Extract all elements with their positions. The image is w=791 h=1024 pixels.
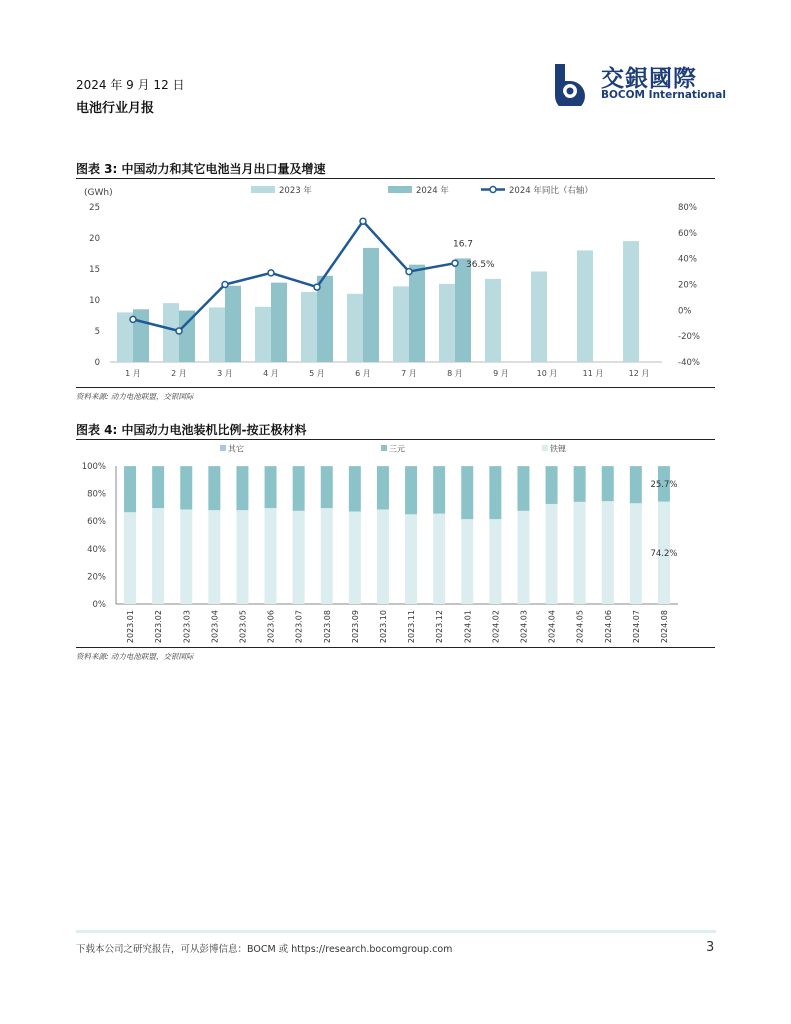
- bar-segment-ncm: [517, 466, 529, 511]
- x-tick-label: 10 月: [536, 369, 558, 378]
- y-unit-label: (GWh): [84, 188, 113, 198]
- x-tick-label: 2023.10: [378, 610, 388, 644]
- bar-segment-ncm: [405, 466, 417, 514]
- legend-label-other: 其它: [228, 444, 244, 454]
- x-tick-label: 3 月: [217, 369, 233, 378]
- data-label-yoy-aug: 36.5%: [466, 260, 495, 271]
- bar-segment-ncm: [208, 466, 220, 510]
- bar-segment-ncm: [180, 466, 192, 509]
- figure3-title: 图表 3: 中国动力和其它电池当月出口量及增速: [76, 162, 326, 176]
- x-tick-label: 2024.06: [603, 610, 613, 644]
- yoy-point: [176, 328, 182, 334]
- y-right-tick-label: 40%: [678, 254, 697, 265]
- export-volume-chart: [76, 180, 716, 385]
- legend-swatch-2023: [251, 186, 275, 193]
- legend-swatch-other: [220, 445, 226, 451]
- bar-segment-lfp: [489, 519, 501, 604]
- bar-2024: [225, 286, 241, 362]
- bar-segment-lfp: [321, 508, 333, 604]
- bar-segment-ncm: [574, 466, 586, 502]
- bar-segment-lfp: [265, 508, 277, 604]
- y-tick-label: 40%: [87, 544, 106, 555]
- x-tick-label: 2024.03: [519, 610, 529, 644]
- y-right-tick-label: 0%: [678, 306, 692, 317]
- x-tick-label: 11 月: [582, 369, 604, 378]
- y-tick-label: 0%: [92, 600, 106, 610]
- footer-disclaimer: 下载本公司之研究报告，可从彭博信息：BOCM 或 https://research.bocomgroup.com: [76, 944, 453, 955]
- bar-segment-ncm: [630, 466, 642, 503]
- yoy-point: [222, 282, 228, 288]
- bar-segment-lfp: [377, 509, 389, 604]
- figure4-top-rule: [76, 439, 715, 440]
- y-left-tick-label: 5: [94, 327, 100, 337]
- bar-segment-ncm: [152, 466, 164, 508]
- yoy-point: [268, 270, 274, 276]
- bar-2023: [623, 241, 639, 362]
- x-tick-label: 2024.08: [659, 610, 669, 644]
- bar-segment-ncm: [321, 466, 333, 508]
- bar-segment-lfp: [630, 503, 642, 604]
- bar-segment-lfp: [461, 519, 473, 604]
- bar-segment-lfp: [236, 510, 248, 604]
- bar-2023: [301, 292, 317, 362]
- yoy-point: [130, 316, 136, 322]
- bar-segment-ncm: [124, 466, 136, 512]
- bar-segment-lfp: [546, 504, 558, 604]
- cathode-share-chart: [76, 441, 716, 646]
- bar-segment-lfp: [433, 514, 445, 604]
- y-right-tick-label: 60%: [678, 228, 697, 239]
- figure4-title: 图表 4: 中国动力电池装机比例-按正极材料: [76, 423, 307, 437]
- y-left-tick-label: 25: [89, 203, 100, 213]
- x-tick-label: 2023.04: [210, 610, 220, 644]
- bar-segment-ncm: [349, 466, 361, 511]
- bar-segment-lfp: [349, 512, 361, 604]
- y-tick-label: 80%: [87, 489, 106, 500]
- logo-chinese-name: 交銀國際: [601, 66, 697, 92]
- x-tick-label: 2024.05: [575, 610, 585, 644]
- y-right-tick-label: 80%: [678, 203, 697, 213]
- bar-segment-lfp: [405, 514, 417, 604]
- bar-segment-ncm: [265, 466, 277, 508]
- x-tick-label: 2023.06: [266, 610, 276, 644]
- x-tick-label: 5 月: [309, 369, 325, 378]
- x-tick-label: 8 月: [447, 369, 463, 378]
- bar-2024: [363, 248, 379, 362]
- figure3-source: 资料来源: 动力电池联盟，交银国际: [76, 392, 194, 401]
- bar-2023: [577, 250, 593, 362]
- x-tick-label: 2023.03: [182, 610, 192, 644]
- x-tick-label: 12 月: [628, 369, 650, 378]
- legend-label-2024: 2024 年: [416, 186, 449, 196]
- figure3-top-rule: [76, 178, 715, 179]
- bar-segment-ncm: [433, 466, 445, 513]
- y-left-tick-label: 20: [89, 234, 100, 244]
- x-tick-label: 2023.02: [154, 610, 164, 644]
- y-right-tick-label: -40%: [678, 358, 700, 368]
- yoy-point: [314, 284, 320, 290]
- legend-marker-yoy: [490, 187, 496, 193]
- legend-swatch-2024: [388, 186, 412, 193]
- yoy-point: [452, 260, 458, 266]
- x-tick-label: 6 月: [355, 369, 371, 378]
- figure4-bottom-rule: [76, 647, 715, 648]
- bar-segment-ncm: [546, 466, 558, 504]
- bar-segment-ncm: [489, 466, 501, 519]
- x-tick-label: 2024.07: [631, 610, 641, 644]
- yoy-point: [360, 218, 366, 224]
- bar-segment-lfp: [517, 511, 529, 604]
- bar-2024: [409, 265, 425, 362]
- page-number: 3: [706, 940, 715, 955]
- x-tick-label: 2024.01: [463, 610, 473, 644]
- bar-segment-lfp: [180, 509, 192, 604]
- legend-swatch-ncm: [381, 445, 387, 451]
- legend-label-2023: 2023 年: [279, 186, 312, 196]
- legend-label-yoy: 2024 年同比（右轴）: [509, 186, 593, 196]
- data-label-2024-aug: 16.7: [452, 239, 474, 250]
- bar-segment-ncm: [236, 466, 248, 510]
- x-tick-label: 4 月: [263, 369, 279, 378]
- bar-segment-lfp: [208, 510, 220, 604]
- bar-2024: [271, 283, 287, 362]
- y-left-tick-label: 0: [94, 358, 100, 368]
- bar-segment-ncm: [461, 466, 473, 519]
- logo-english-name: BOCOM International: [601, 89, 726, 101]
- bar-segment-lfp: [293, 511, 305, 604]
- x-tick-label: 2023.01: [126, 610, 136, 644]
- legend-swatch-lfp: [542, 445, 548, 451]
- x-tick-label: 2023.12: [435, 610, 445, 644]
- bar-segment-lfp: [602, 501, 614, 604]
- y-left-tick-label: 10: [89, 296, 100, 306]
- x-tick-label: 2 月: [171, 369, 187, 378]
- bar-2023: [531, 271, 547, 362]
- bar-2024: [455, 258, 471, 362]
- y-left-tick-label: 15: [89, 265, 100, 275]
- yoy-point: [406, 269, 412, 275]
- x-tick-label: 2023.07: [294, 610, 304, 644]
- x-tick-label: 2023.09: [350, 610, 360, 644]
- bar-segment-ncm: [602, 466, 614, 501]
- y-right-tick-label: 20%: [678, 280, 697, 291]
- bar-segment-lfp: [574, 502, 586, 604]
- figure3-bottom-rule: [76, 387, 715, 388]
- bar-2023: [393, 286, 409, 362]
- legend-label-lfp: 铁锂: [550, 444, 566, 454]
- bar-segment-ncm: [377, 466, 389, 509]
- bar-2023: [439, 284, 455, 362]
- x-tick-label: 7 月: [401, 369, 417, 378]
- y-tick-label: 20%: [87, 572, 106, 583]
- x-tick-label: 2023.08: [322, 610, 332, 644]
- x-tick-label: 2024.02: [491, 610, 501, 644]
- bar-2023: [209, 307, 225, 362]
- x-tick-label: 2023.11: [407, 610, 417, 644]
- legend-label-ncm: 三元: [389, 444, 405, 454]
- figure4-source: 资料来源: 动力电池联盟，交银国际: [76, 652, 194, 661]
- bar-2023: [347, 294, 363, 362]
- bar-segment-lfp: [124, 512, 136, 604]
- data-label-ncm-latest: 25.7%: [650, 479, 678, 490]
- y-right-tick-label: -20%: [678, 332, 700, 343]
- y-tick-label: 60%: [87, 517, 106, 528]
- footer-divider: [76, 930, 716, 933]
- report-date: 2024 年 9 月 12 日: [76, 78, 185, 92]
- x-tick-label: 2023.05: [238, 610, 248, 644]
- x-tick-label: 2024.04: [547, 610, 557, 644]
- y-tick-label: 100%: [81, 462, 106, 472]
- bar-2023: [485, 279, 501, 362]
- bar-segment-lfp: [152, 508, 164, 604]
- report-title: 电池行业月报: [76, 101, 155, 116]
- x-tick-label: 1 月: [125, 369, 141, 378]
- bar-2023: [255, 307, 271, 362]
- data-label-lfp-latest: 74.2%: [650, 548, 678, 559]
- bar-segment-ncm: [293, 466, 305, 511]
- x-tick-label: 9 月: [493, 369, 509, 378]
